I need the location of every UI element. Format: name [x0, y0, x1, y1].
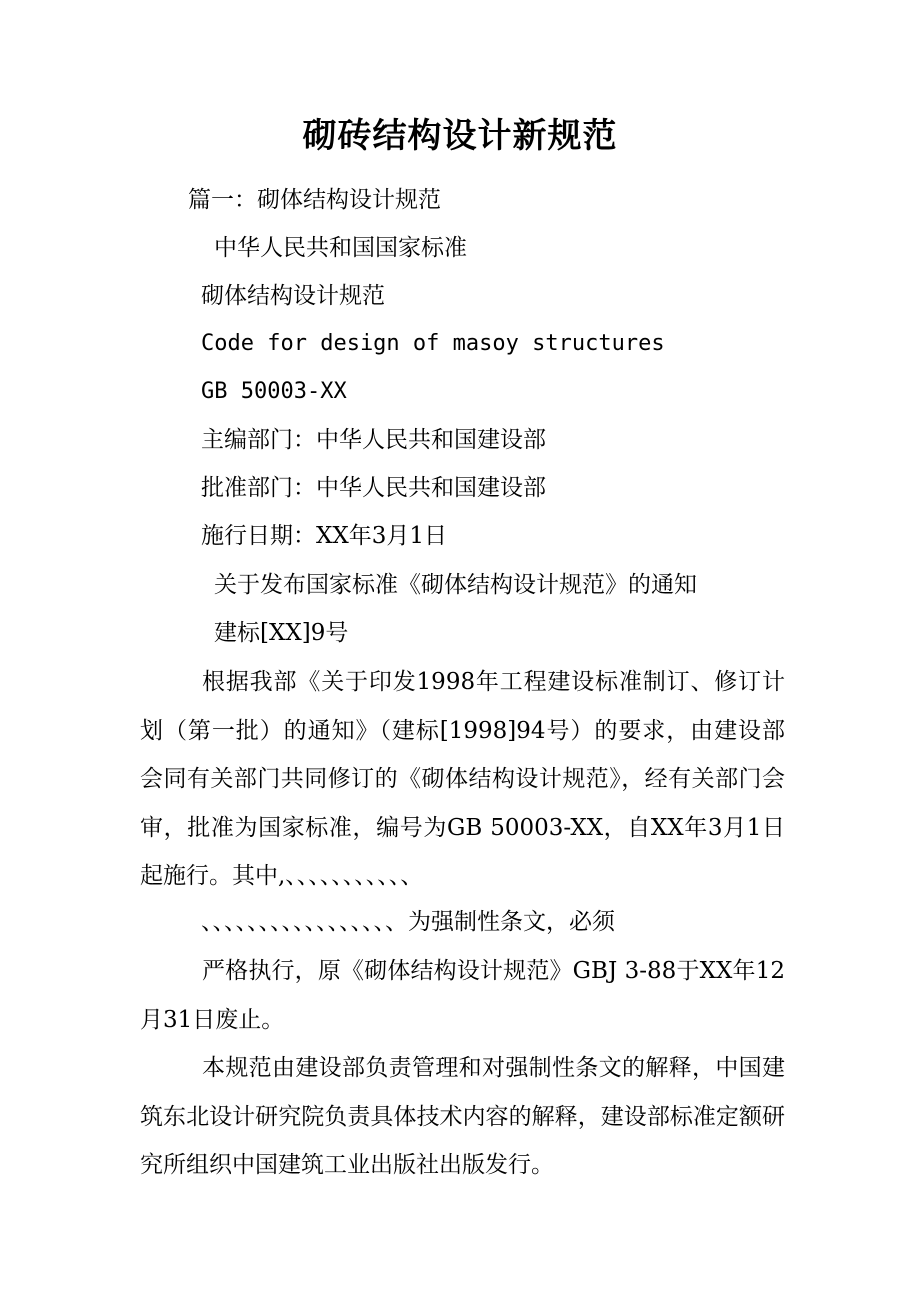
standard-name-en: Code for design of masoy structures	[201, 331, 665, 356]
section-heading: 篇一：砌体结构设计规范	[188, 187, 441, 213]
effective-date: 施行日期：XX年3月1日	[201, 523, 448, 549]
notice-paragraph-3: 严格执行，原《砌体结构设计规范》GBJ 3-88于XX年12月31日废止。	[140, 958, 785, 1033]
notice-title: 关于发布国家标准《砌体结构设计规范》的通知	[214, 572, 697, 598]
chief-editor-dept: 主编部门：中华人民共和国建设部	[201, 427, 546, 453]
standard-name-cn: 砌体结构设计规范	[201, 283, 385, 309]
notice-paragraph-2: 、、、、、、、、、、、、、、、、、为强制性条文，必须	[201, 909, 615, 935]
notice-paragraph-1: 根据我部《关于印发1998年工程建设标准制订、修订计划（第一批）的通知》（建标[1998]94号）的要求，由建设部会同有关部门共同修订的《砌体结构设计规范》，经有关部门会审，批准为国家标准，编号为GB 50003-XX，自XX年3月1日起施行。其中,、、、、、、、、、、、	[140, 669, 785, 889]
notice-number: 建标[XX]9号	[214, 620, 349, 646]
approval-dept: 批准部门：中华人民共和国建设部	[201, 475, 546, 501]
standard-issuer: 中华人民共和国国家标准	[214, 235, 467, 261]
document-title: 砌砖结构设计新规范	[302, 116, 618, 156]
notice-paragraph-4: 本规范由建设部负责管理和对强制性条文的解释，中国建筑东北设计研究院负责具体技术内容的解释，建设部标准定额研究所组织中国建筑工业出版社出版发行。	[140, 1055, 785, 1178]
standard-code: GB 50003-XX	[201, 379, 347, 404]
